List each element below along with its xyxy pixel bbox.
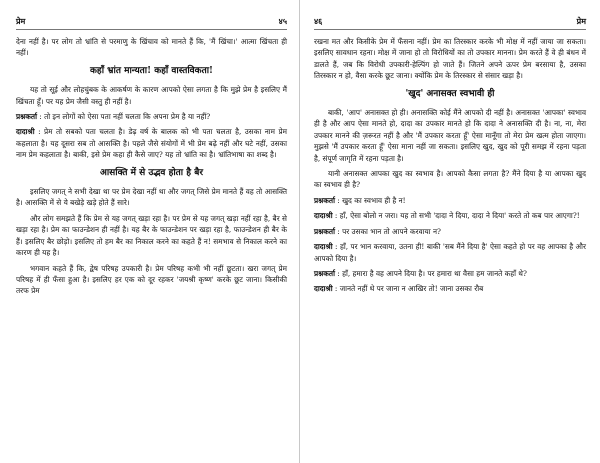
section-heading: कहाँ भ्रांत मान्यता! कहाँ वास्तविकता! — [90, 65, 213, 76]
dialogue-text: : खुद का स्वभाव ही है न! — [334, 195, 406, 205]
dialogue-question — [16, 111, 287, 122]
dialogue-text: : हाँ, पर भान करवाया, उतना ही! बाकी 'सब मैंने दिया है' ऐसा कहते हो पर वह आपका है और आपको दिया है। — [314, 242, 586, 263]
page-header — [16, 0, 287, 30]
page-body — [314, 30, 586, 295]
speaker-label: दादाश्री — [314, 211, 333, 221]
dialogue-text: : जानते नहीं थे पर जाना न आखिर तो! जाना उसका रौब — [332, 284, 484, 294]
dialogue-answer — [314, 283, 586, 294]
page-header — [314, 0, 586, 30]
speaker-label: प्रश्नकर्ता — [314, 226, 335, 236]
paragraph: इसलिए जगत् ने सभी देखा था पर प्रेम देखा नहीं था और जगत् जिसे प्रेम मानते हैं वह तो आसक्ति है। आसक्ति में से ये बखेड़े खड़े होते हैं सारे। — [16, 187, 287, 208]
paragraph: बाकी, 'आप' अनासक्त हो ही। अनासक्ति कोई मैंने आपको दी नहीं है। अनासक्त 'आपका' स्वभाव ही है और आप ऐसा मानते हो, दादा का उपकार मानते हो कि दादा ने अनासक्ति दी है। ना, ना, मेरा उपकार मानने की ज़रूरत नहीं है और 'मैं उपकार करता हूँ' ऐसा मानूँगा तो मेरा प्रेम खत्म होता जाएगा। मुझसे 'मैं उपकार करता हूँ' ऐसा माना नहीं जा सकता। इसलिए खुद, खुद को पूरी समझ में रहना पड़ता है, संपूर्ण जागृति में रहना पड़ता है। — [314, 108, 586, 163]
page-number: ४६ — [314, 16, 323, 26]
dialogue-text: : तो इन लोगों को ऐसा पता नहीं चलता कि अपना प्रेम है या नहीं? — [36, 112, 211, 122]
speaker-label: प्रश्नकर्ता — [314, 268, 335, 278]
dialogue-question — [314, 268, 586, 279]
speaker-label: प्रश्नकर्ता — [16, 112, 37, 122]
running-title: प्रेम — [576, 16, 586, 26]
dialogue-question — [314, 226, 586, 237]
dialogue-text: : प्रेम तो सबको पता चलता है। डेढ़ वर्ष के बालक को भी पता चलता है, उसका नाम प्रेम कहलाता है। यह दूसरा सब तो आसक्ति है। पहले जैसे संयोगों में भी प्रेम बढ़े नहीं और घटे नहीं, उसका नाम प्रेम कहलाता है। बाकी, इसे प्रेम कहा ही कैसे जाए? यह तो भ्रांति का है। भ्रांतिभाषा का शब्द है। — [16, 127, 287, 160]
page-number: ४५ — [278, 16, 287, 26]
speaker-label: दादाश्री — [314, 242, 333, 252]
speaker-label: दादाश्री — [314, 284, 333, 294]
paragraph: यह तो सूई और लोहचुंबक के आकर्षण के कारण आपको ऐसा लगता है कि मुझे प्रेम है इसलिए मैं खिंचता हूँ। पर यह प्रेम जैसी वस्तु ही नहीं है। — [16, 85, 287, 106]
running-title: प्रेम — [16, 16, 26, 26]
dialogue-text: : हाँ, ऐसा बोलो न जरा। यह तो सभी 'दादा ने दिया, दादा ने दिया' करते तो कब पार आएगा?! — [332, 211, 580, 221]
dialogue-question — [314, 195, 586, 206]
dialogue-answer — [314, 210, 586, 221]
speaker-label: दादाश्री — [16, 127, 35, 137]
paragraph: रखना मत और किसीके प्रेम में फँसना नहीं। प्रेम का तिरस्कार करके भी मोक्ष में नहीं जाया जा सकता। इसलिए सावधान रहना। मोक्ष में जाना हो तो विरोधियों का तो उपकार मानना। प्रेम करते हैं वे ही बंधन में डालते हैं, जब कि विरोधी उपकारी-हेल्पिंग हो जाते हैं। जितने अपने ऊपर प्रेम बरसाया है, उसका तिरस्कार न हो, वैसा करके छूट जाना। क्योंकि प्रेम के तिरस्कार से संसार खड़ा है। — [314, 37, 586, 81]
speaker-label: प्रश्नकर्ता — [314, 195, 335, 205]
dialogue-answer — [314, 241, 586, 264]
paragraph: यानी अनासक्त आपका खुद का स्वभाव है। आपको कैसा लगता है? मैंने दिया है या आपका खुद का स्वभाव ही है? — [314, 169, 586, 190]
section-heading: 'खुद' अनासक्त स्वभावी ही — [405, 88, 495, 99]
dialogue-answer — [16, 126, 287, 160]
right-page — [300, 0, 600, 463]
section-heading: आसक्ति में से उद्भव होता है बैर — [99, 167, 204, 178]
paragraph: देना नहीं है। पर लोग तो भ्रांति से परमाणु के खिंचाव को मानते हैं कि, 'मैं खिंचा।' आत्मा खिंचता ही नहीं। — [16, 37, 287, 58]
paragraph: भगवान कहते हैं कि, द्वेष परिषह उपकारी है। प्रेम परिषह कभी भी नहीं छूटता। खरा जगत् प्रेम परिषह में ही फँसा हुआ है। इसलिए हर एक को दूर रहकर 'जयश्री कृष्ण' करके छूट जाना। किसीकी तरफ प्रेम — [16, 263, 287, 296]
page-body — [16, 30, 287, 297]
dialogue-text: : पर उसका भान तो आपने करवाया न? — [334, 226, 441, 236]
paragraph: और लोग समझते हैं कि प्रेम से यह जगत् खड़ा रहा है। पर प्रेम से यह जगत् खड़ा नहीं रहा है, बैर से खड़ा रहा है। प्रेम का फाउन्डेशन ही नहीं है। यह बैर के फाउन्डेशन पर खड़ा रहा है, फाउन्डेशन ही बैर के हैं। इसलिए बैर छोड़ो। इसलिए तो हम बैर का निकाल करने का कहते हैं न! समभाव से निकाल करने का कारण ही यह है। — [16, 213, 287, 258]
dialogue-text: : हाँ, हमारा है वह आपने दिया है। पर हमारा था वैसा हम जानते कहाँ थे? — [334, 268, 527, 278]
